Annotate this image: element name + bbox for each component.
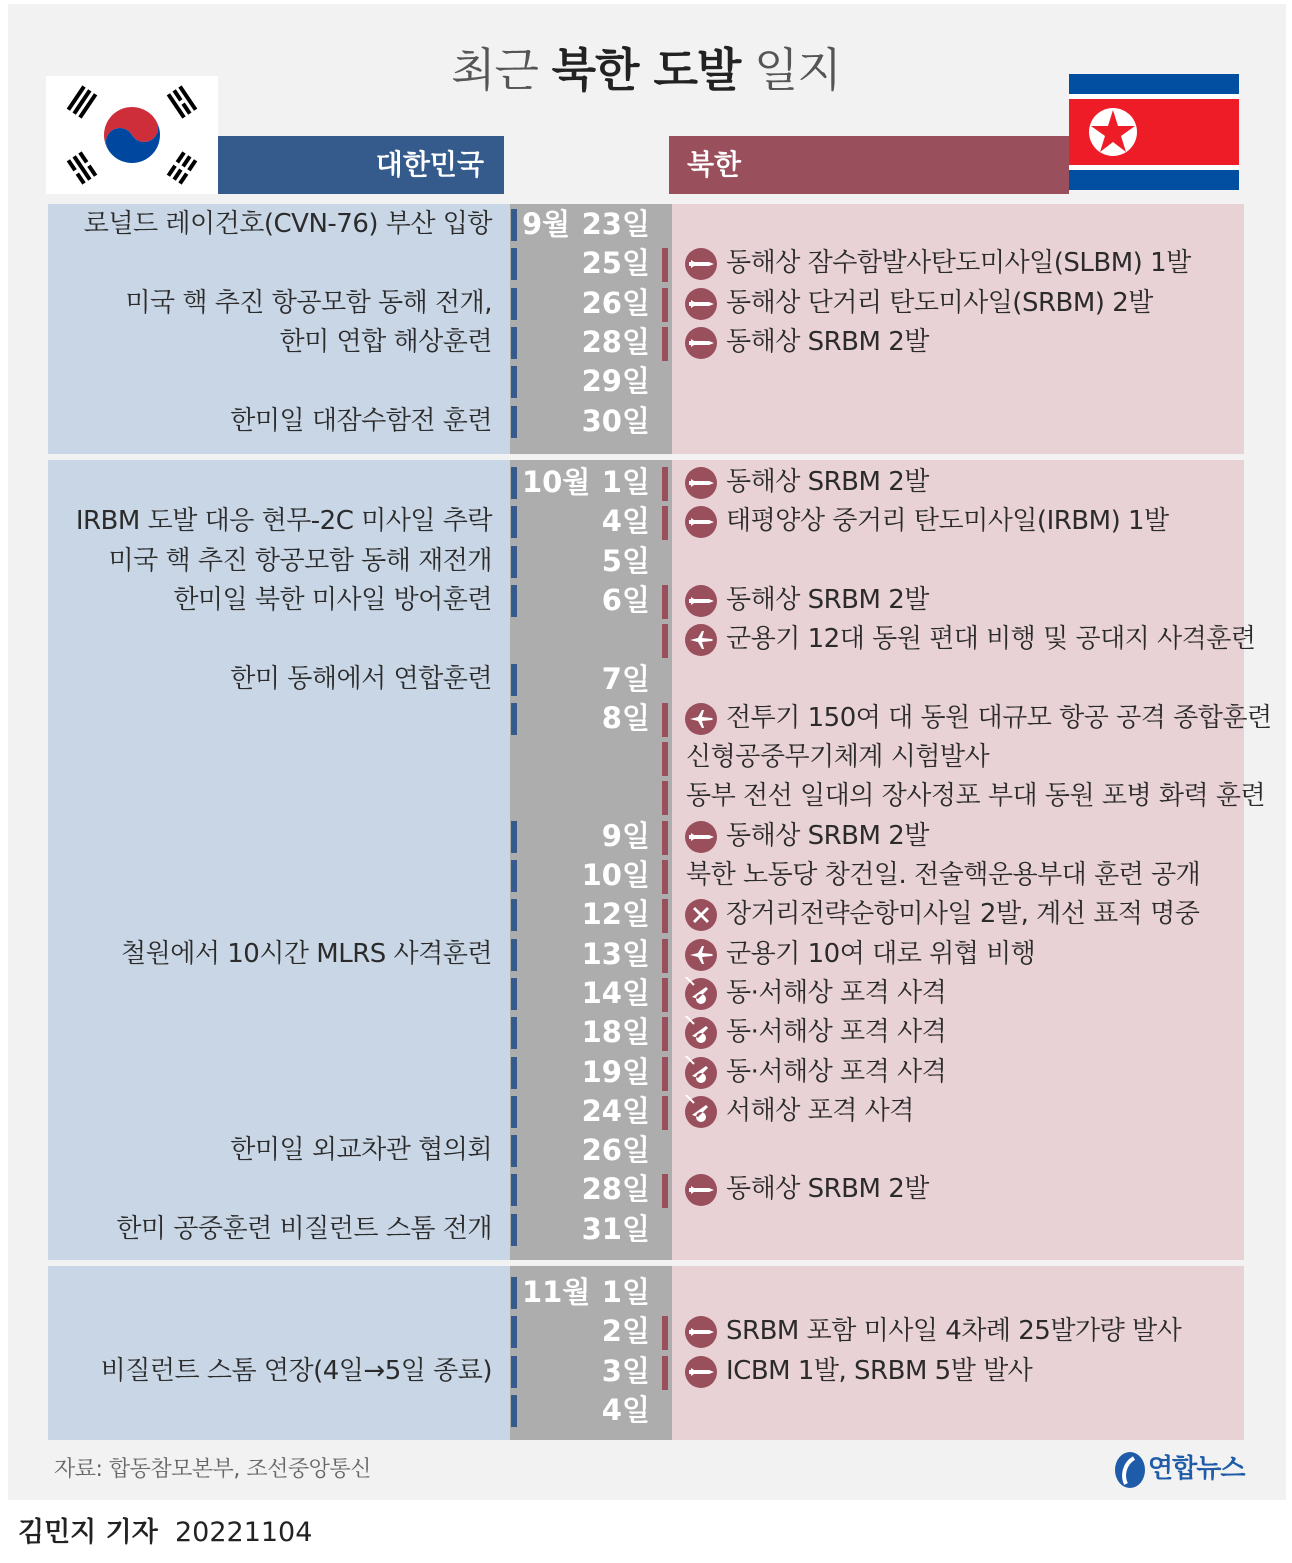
north-korea-flag-icon [1069,74,1239,190]
north-korea-event: 동해상 SRBM 2발 [726,467,929,497]
north-korea-event: 장거리전략순항미사일 2발, 계선 표적 명중 [726,899,1200,930]
south-korea-event: 한미일 북한 미사일 방어훈련 [173,584,492,615]
title-prefix: 최근 [451,43,552,97]
byline [18,1516,312,1550]
timeline-row [0,701,1292,735]
timeline-row [0,622,1292,656]
date-label: 7일 [601,661,650,696]
north-korea-marker [662,506,668,540]
timeline-row [0,1055,1292,1089]
date-label: 19일 [581,1054,650,1089]
missile-icon [684,326,718,360]
month-label: 11월 [522,1275,591,1309]
date-label: 18일 [581,1015,650,1050]
south-korea-marker [511,821,517,853]
reporter-name: 김민지 기자 [18,1517,158,1548]
date-label: 29일 [581,364,650,399]
cruise-missile-icon [684,898,718,932]
date-label: 1일 [601,1275,650,1309]
north-korea-event: 태평양상 중거리 탄도미사일(IRBM) 1발 [726,506,1169,537]
artillery-icon [684,1016,718,1050]
north-korea-event: 동·서해상 포격 사격 [726,1017,947,1048]
timeline-row [0,858,1292,892]
north-korea-event: 전투기 150여 대 동원 대규모 항공 공격 종합훈련 [726,702,1272,733]
south-korea-event: 미국 핵 추진 항공모함 동해 전개, [125,287,492,318]
north-korea-marker [662,1174,668,1208]
jet-icon [684,623,718,657]
date-label: 6일 [601,582,650,617]
south-korea-event: 한미 동해에서 연합훈련 [230,663,492,694]
timeline-row [0,504,1292,538]
timeline-row [0,1354,1292,1388]
timeline-row [0,364,1292,398]
date-label: 24일 [581,1093,650,1128]
missile-icon [684,247,718,281]
north-korea-marker [662,939,668,973]
date-label: 4일 [601,504,650,539]
north-korea-event: 동부 전선 일대의 장사정포 부대 동원 포병 화력 훈련 [686,781,1266,812]
timeline-row [0,740,1292,774]
south-korea-marker [511,1135,517,1167]
north-korea-event: SRBM 포함 미사일 4차례 25발가량 발사 [726,1316,1182,1347]
missile-icon [684,820,718,854]
north-korea-event: 동·서해상 포격 사격 [726,977,947,1008]
south-korea-marker [511,1316,517,1348]
south-korea-event: 미국 핵 추진 항공모함 동해 재전개 [108,545,492,576]
south-korea-marker [511,1057,517,1089]
date-label: 2일 [601,1314,650,1349]
south-korea-marker [511,1214,517,1246]
south-korea-event: 철원에서 10시간 MLRS 사격훈련 [120,938,492,969]
north-korea-event: 군용기 10여 대로 위협 비행 [726,938,1036,969]
south-korea-marker [511,366,517,398]
south-korea-event: IRBM 도발 대응 현무-2C 미사일 추락 [75,506,492,537]
date-label: 1일 [601,465,650,499]
publish-date: 20221104 [174,1517,313,1548]
north-korea-header-label: 북한 [687,148,742,181]
north-korea-marker [662,248,668,282]
timeline-row [0,1015,1292,1049]
timeline-row [0,819,1292,853]
north-korea-event: 동해상 SRBM 2발 [726,326,929,357]
north-korea-marker [662,467,668,501]
south-korea-marker [511,585,517,617]
timeline-row [0,1094,1292,1128]
south-korea-marker [511,506,517,538]
title-suffix: 일지 [740,43,841,97]
timeline-row [0,1172,1292,1206]
south-korea-header-label: 대한민국 [375,148,484,181]
north-korea-event: 동해상 SRBM 2발 [726,1174,929,1205]
missile-icon [684,505,718,539]
south-korea-marker [511,327,517,359]
missile-icon [684,287,718,321]
north-korea-event: 신형공중무기체계 시험발사 [686,742,990,773]
south-korea-marker [511,406,517,438]
south-korea-marker [511,978,517,1010]
south-korea-marker [511,1174,517,1206]
south-korea-flag-icon [46,76,218,194]
north-korea-marker [662,978,668,1012]
missile-icon [684,466,718,500]
south-korea-event: 한미일 대잠수함전 훈련 [230,405,492,436]
title-emphasis: 북한 도발 [551,43,741,97]
north-korea-marker [662,781,668,815]
north-korea-marker [662,624,668,658]
north-korea-marker [662,703,668,737]
date-label: 3일 [601,1353,650,1388]
timeline-row [0,779,1292,813]
date-label: 9일 [601,818,650,853]
date-label: 31일 [581,1211,650,1246]
north-korea-event: 서해상 포격 사격 [726,1095,914,1126]
south-korea-marker [511,899,517,931]
date-label: 14일 [581,975,650,1010]
date-label: 25일 [581,246,650,281]
missile-icon [684,1355,718,1389]
timeline-row [0,1393,1292,1427]
north-korea-header [669,136,1069,194]
month-label: 10월 [522,465,591,499]
south-korea-marker [511,1017,517,1049]
timeline-row [0,544,1292,578]
yonhap-logo-text: 연합뉴스 [1148,1454,1245,1484]
north-korea-event: 동해상 SRBM 2발 [726,584,929,615]
north-korea-marker [662,288,668,322]
north-korea-marker [662,1316,668,1350]
date-label: 28일 [581,1172,650,1207]
north-korea-event: 동해상 잠수함발사탄도미사일(SLBM) 1발 [726,248,1191,279]
date-label: 10일 [581,858,650,892]
timeline-row [0,465,1292,499]
north-korea-event: ICBM 1발, SRBM 5발 발사 [726,1355,1033,1386]
artillery-icon [684,1095,718,1129]
north-korea-marker [662,327,668,361]
south-korea-marker [511,288,517,320]
south-korea-event: 한미 공중훈련 비질런트 스톰 전개 [116,1213,492,1244]
timeline-row [0,404,1292,438]
south-korea-marker [511,939,517,971]
timeline-row [0,1133,1292,1167]
south-korea-marker [511,467,517,499]
date-label: 23일 [581,207,650,241]
north-korea-marker [662,1057,668,1091]
timeline-row [0,1212,1292,1246]
month-label: 9월 [522,207,571,241]
timeline-row [0,207,1292,241]
jet-icon [684,702,718,736]
south-korea-marker [511,1395,517,1427]
artillery-icon [684,977,718,1011]
missile-icon [684,1315,718,1349]
south-korea-marker [511,209,517,241]
timeline-row [0,583,1292,617]
south-korea-event: 한미 연합 해상훈련 [279,326,492,357]
date-label: 26일 [581,1133,650,1168]
date-label: 4일 [601,1392,650,1427]
north-korea-marker [662,742,668,776]
date-label: 5일 [601,543,650,578]
south-korea-marker [511,248,517,280]
timeline-row [0,976,1292,1010]
south-korea-marker [511,546,517,578]
date-label: 8일 [601,700,650,735]
timeline-row [0,897,1292,931]
date-label: 28일 [581,324,650,359]
missile-icon [684,584,718,618]
north-korea-marker [662,585,668,619]
south-korea-event: 비질런트 스톰 연장(4일→5일 종료) [100,1355,492,1386]
jet-icon [684,938,718,972]
timeline-row [0,286,1292,320]
south-korea-event: 한미일 외교차관 협의회 [230,1135,492,1166]
south-korea-marker [511,664,517,696]
north-korea-event: 북한 노동당 창건일. 전술핵운용부대 훈련 공개 [686,860,1201,890]
yonhap-logo-icon [1112,1450,1148,1490]
date-label: 12일 [581,897,650,932]
south-korea-marker [511,703,517,735]
north-korea-marker [662,1017,668,1051]
artillery-icon [684,1056,718,1090]
north-korea-marker [662,899,668,933]
south-korea-event: 로널드 레이건호(CVN-76) 부산 입항 [83,209,492,239]
north-korea-marker [662,860,668,894]
south-korea-marker [511,1356,517,1388]
timeline-row [0,1275,1292,1309]
timeline-row [0,325,1292,359]
north-korea-marker [662,1356,668,1390]
missile-icon [684,1173,718,1207]
source-note: 자료: 합동참모본부, 조선중앙통신 [54,1457,371,1482]
timeline-row [0,662,1292,696]
north-korea-marker [662,821,668,855]
date-label: 13일 [581,936,650,971]
south-korea-marker [511,860,517,892]
date-label: 26일 [581,285,650,320]
timeline-row [0,937,1292,971]
north-korea-marker [662,1096,668,1130]
north-korea-event: 동해상 SRBM 2발 [726,820,929,851]
timeline-row [0,246,1292,280]
south-korea-marker [511,1277,517,1309]
date-label: 30일 [581,403,650,438]
north-korea-event: 동해상 단거리 탄도미사일(SRBM) 2발 [726,287,1153,318]
south-korea-marker [511,1096,517,1128]
north-korea-event: 동·서해상 포격 사격 [726,1056,947,1087]
timeline-row [0,1314,1292,1348]
north-korea-event: 군용기 12대 동원 편대 비행 및 공대지 사격훈련 [726,624,1256,655]
